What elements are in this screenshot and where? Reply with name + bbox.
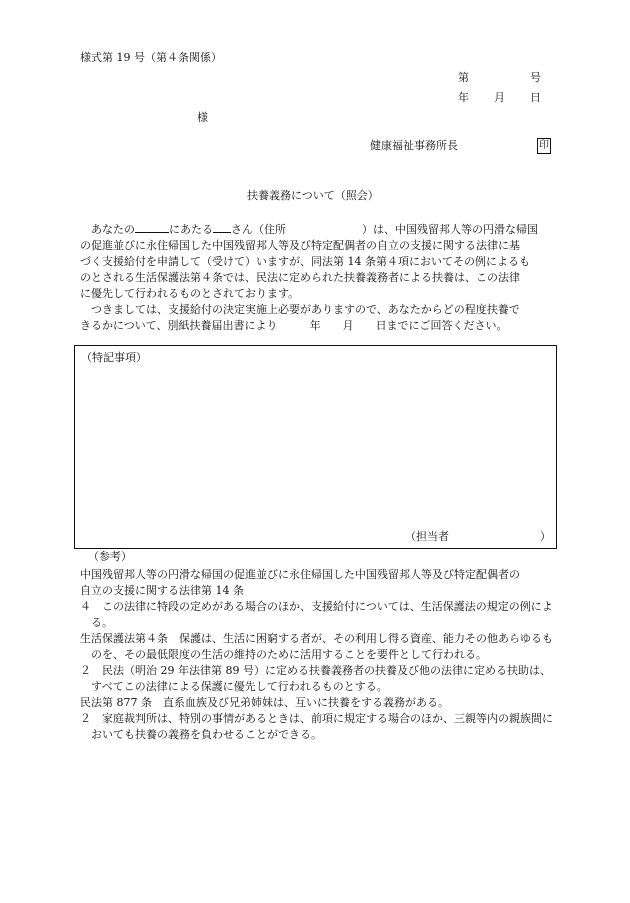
addressee-suffix: 様 <box>197 111 208 124</box>
reference-line: 自立の支援に関する法律第 14 条 <box>80 584 244 597</box>
special-notes-box[interactable] <box>74 345 557 549</box>
body-text <box>80 220 555 334</box>
body-line-3: づく支援給付を申請して（受けて）いますが、同法第 14 条第４項においてその例によるも <box>80 255 530 268</box>
body-line-6: つきましては、支援給付の決定実施上必要がありますので、あなたからどの程度扶養で <box>91 303 520 316</box>
form-number: 様式第 19 号（第４条関係） <box>80 51 222 64</box>
date-month: 月 <box>494 91 505 104</box>
body-line-4: のとされる生活保護法第４条では、民法に定められた扶養義務者による扶養は、この法律 <box>80 271 520 284</box>
relation-blank[interactable] <box>135 220 169 233</box>
doc-number-prefix: 第 <box>458 71 469 84</box>
sender-title: 健康福祉事務所長 <box>370 139 458 152</box>
person-in-charge-close: ） <box>540 530 551 543</box>
reference-item: ２ 民法（明治 29 年法律第 89 号）に定める扶養義務者の扶養及び他の法律に定める扶助は、すべてこの法律による保護に優先して行われるものとする。 <box>80 664 551 693</box>
name-blank[interactable] <box>213 220 231 233</box>
reference-item: 生活保護法第４条 保護は、生活に困窮する者が、その利用し得る資産、能力その他あらゆるものを、その最低限度の生活の維持のために活用することを要件として行われる。 <box>80 632 553 661</box>
body-line-1: あなたの にあたる さん（住所 ）は、中国残留邦人等の円滑な帰国 <box>80 220 555 238</box>
reference-line: 中国残留邦人等の円滑な帰国の促進並びに永住帰国した中国残留邦人等及び特定配偶者の <box>80 568 520 581</box>
doc-number-suffix: 号 <box>530 71 541 84</box>
reference-text <box>80 567 555 743</box>
body-line-5: に優先して行われるものとされております。 <box>80 287 300 300</box>
person-in-charge-label: （担当者 <box>405 530 449 543</box>
reference-item: ２ 家庭裁判所は、特別の事情があるときは、前項に規定する場合のほか、三親等内の親族間においても扶養の義務を負わせることができる。 <box>80 712 553 741</box>
date-day: 日 <box>530 91 541 104</box>
document-title: 扶養義務について（照会） <box>247 189 379 202</box>
seal-mark: 印 <box>537 138 551 154</box>
body-line-7: きるかについて、別紙扶養届出書により 年 月 日までにご回答ください。 <box>80 319 508 332</box>
date-year: 年 <box>458 91 469 104</box>
reference-label: （参考） <box>88 550 132 563</box>
reference-line: 民法第 877 条 直系血族及び兄弟姉妹は、互いに扶養をする義務がある。 <box>80 696 449 709</box>
body-line-2: の促進並びに永住帰国した中国残留邦人等及び特定配偶者の自立の支援に関する法律に基 <box>80 239 520 252</box>
reference-item: ４ この法律に特段の定めがある場合のほか、支援給付については、生活保護法の規定の例による。 <box>80 600 553 629</box>
special-notes-label: （特記事項） <box>81 351 147 364</box>
